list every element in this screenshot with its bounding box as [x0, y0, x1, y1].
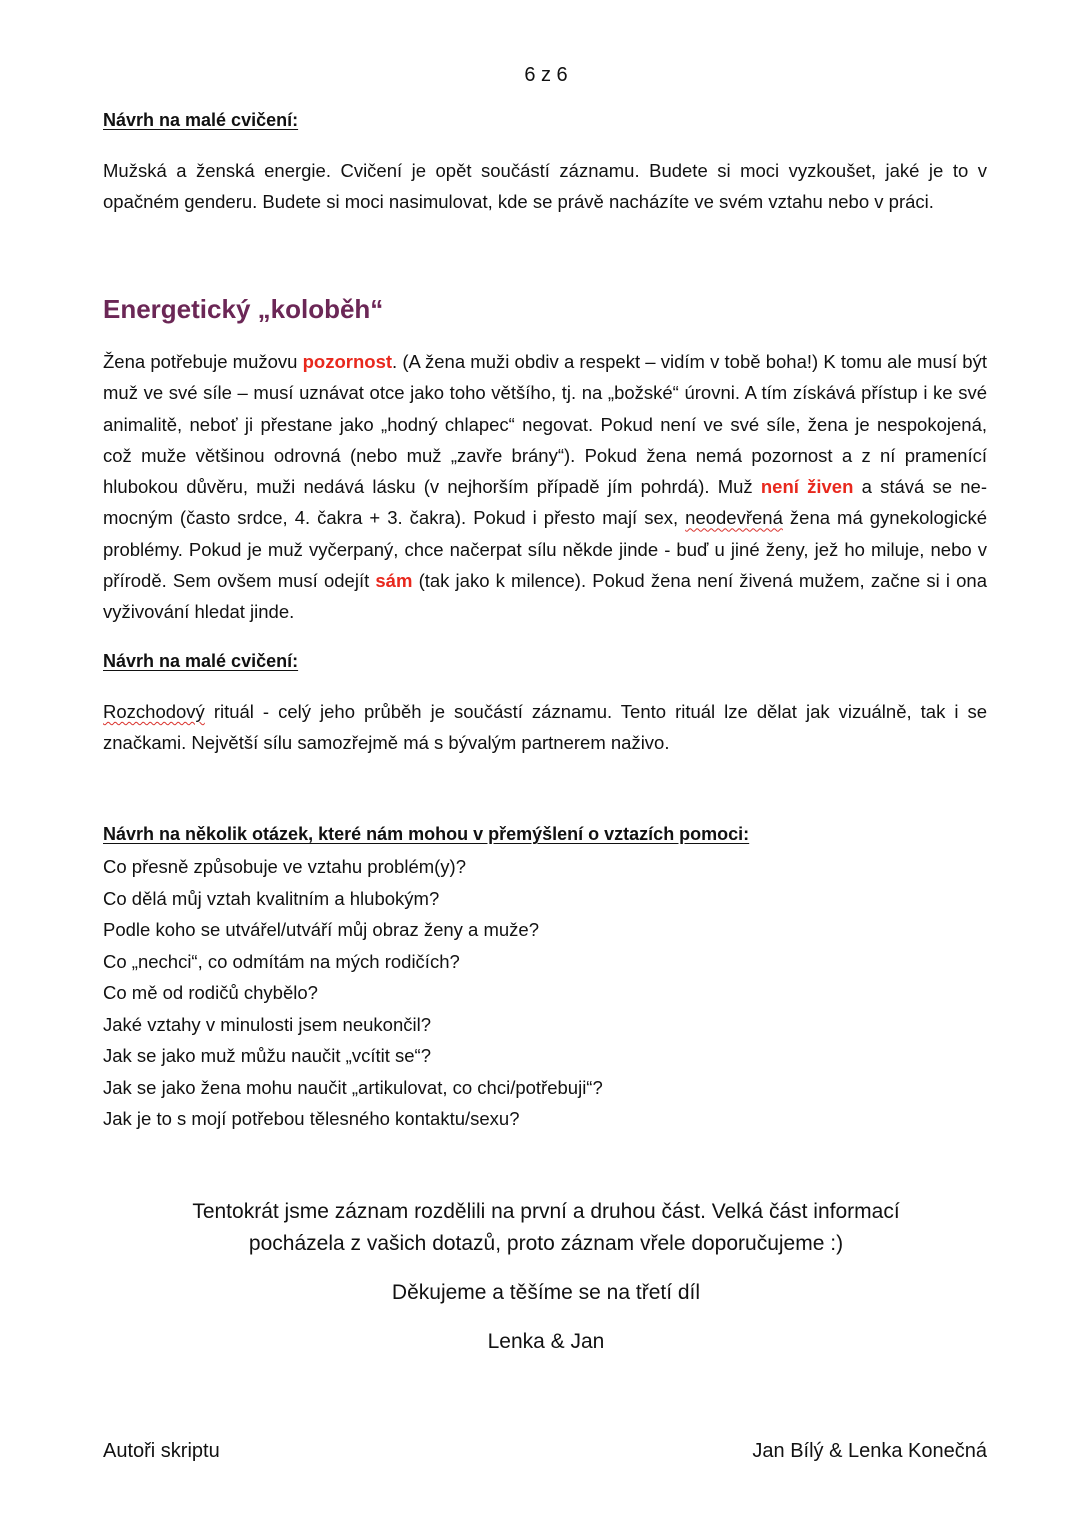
- text-run: a stává se ne-mocným (často srdce, 4. čakra + 3. čakra). Pokud i přesto mají sex,: [103, 476, 987, 529]
- closing-thanks: Děkujeme a těšíme se na třetí díl: [391, 1281, 701, 1304]
- text-run: Žena potřebuje mužovu: [103, 351, 303, 372]
- questions-heading: Návrh na několik otázek, které nám mohou v přemýšlení o vztazích pomoci:: [103, 824, 750, 844]
- exercise2-heading: Návrh na malé cvičení:: [103, 651, 299, 671]
- exercise2-text: [103, 696, 987, 759]
- text-run: . (A žena muži obdiv a respekt – vidím v tobě boha!) K tomu ale musí být muž ve své síle – musí uznávat otce jako toho většího, tj. na „božské“ úrovni. A tím získává přístup i ke své animalitě, neboť ji přestane jako „hodný chlapec“ negovat. Pokud není ve své síle, žena je nespokojená, což muže většinou odrovná (nebo muž „zavře brány“). Pokud žena nemá pozornost a z ní pramenící hlubokou důvěru, muži nedává lásku (v nejhorším případě jím pohrdá). Muž: [103, 351, 987, 498]
- question-item: Co přesně způsobuje ve vztahu problém(y)?: [103, 856, 466, 877]
- spellcheck-word: neodevřená: [685, 507, 783, 529]
- footer-label: Autoři skriptu: [103, 1440, 220, 1462]
- question-item: Jaké vztahy v minulosti jsem neukončil?: [103, 1013, 432, 1035]
- question-item: Podle koho se utvářel/utváří můj obraz ženy a muže?: [103, 919, 540, 940]
- exercise1-text: Mužská a ženská energie. Cvičení je opět součástí záznamu. Budete si moci vyzkoušet, jaké je to v opačném genderu. Budete si moci nasimulovat, kde se právě nacházíte ve svém vztahu nebo v práci.: [103, 160, 987, 213]
- text-run: (tak jako k milence). Pokud žena není živená mužem, začne si i ona vyživování hledat jinde.: [103, 570, 987, 623]
- text-run: rituál - celý jeho průběh je součástí záznamu. Tento rituál lze dělat jak vizuálně, tak i se značkami. Největší sílu samozřejmě má s bývalým partnerem naživo.: [103, 701, 987, 754]
- section-title: Energetický „koloběh“: [103, 294, 384, 324]
- highlight-neni-ziven: není živen: [760, 476, 854, 498]
- question-item: Co „nechci“, co odmítám na mých rodičích?: [103, 950, 460, 972]
- question-item: Co mě od rodičů chybělo?: [103, 982, 318, 1003]
- closing-signature: Lenka & Jan: [487, 1330, 605, 1353]
- highlight-sam: sám: [375, 570, 413, 592]
- page-number: 6 z 6: [524, 64, 568, 86]
- question-item: Co dělá můj vztah kvalitním a hlubokým?: [103, 887, 440, 909]
- section-paragraph: [103, 346, 987, 628]
- highlight-pozornost: pozornost: [302, 351, 393, 372]
- closing-line-1: Tentokrát jsme záznam rozdělili na první a druhou část. Velká část informací: [192, 1200, 900, 1223]
- text-run: žena má gynekologické problémy. Pokud je muž vyčerpaný, chce načerpat sílu někde jinde - buď u jiné ženy, jež ho miluje, nebo v přírodě. Sem ovšem musí odejít: [103, 507, 987, 592]
- question-item: Jak se jako žena mohu naučit „artikulovat, co chci/potřebuji“?: [103, 1076, 603, 1098]
- question-item: Jak se jako muž můžu naučit „vcítit se“?: [103, 1045, 431, 1066]
- footer-authors: Jan Bílý & Lenka Konečná: [752, 1440, 987, 1462]
- spellcheck-word: Rozchodový: [103, 701, 205, 722]
- exercise1-heading: Návrh na malé cvičení:: [103, 110, 299, 130]
- questions-list: [103, 851, 603, 1135]
- closing-line-2: pocházela z vašich dotazů, proto záznam vřele doporučujeme :): [248, 1232, 844, 1255]
- question-item: Jak je to s mojí potřebou tělesného kontaktu/sexu?: [103, 1108, 520, 1129]
